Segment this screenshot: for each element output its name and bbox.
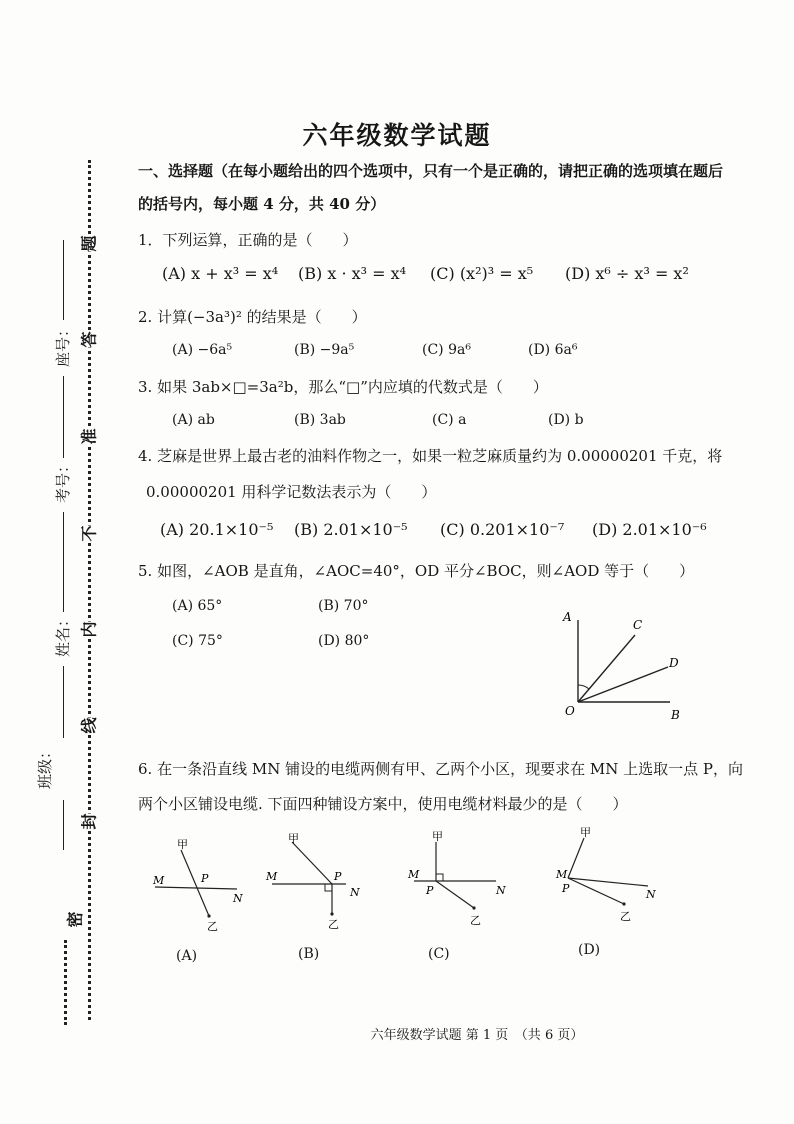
label-a: A: [563, 610, 572, 624]
question-4-stem-line2: 0.00000201 用科学记数法表示为（ ）: [146, 483, 437, 501]
class-blank[interactable]: [63, 666, 64, 738]
margin-char: 准: [77, 428, 100, 444]
figure-label: P: [334, 870, 342, 883]
binding-dotted-line: [88, 160, 91, 1020]
figure-label: 甲: [432, 830, 443, 843]
section-instructions-line1: 一、选择题（在每小题给出的四个选项中，只有一个是正确的，请把正确的选项填在题后: [138, 162, 724, 180]
question-3-option-d[interactable]: (D) b: [548, 412, 584, 428]
label-b: B: [671, 708, 680, 722]
question-1-option-c[interactable]: (C) (x²)³ = x⁵: [430, 264, 534, 283]
figure-label: P: [201, 872, 209, 885]
exam-number-label: 考号：: [54, 457, 73, 504]
question-6-option-b[interactable]: (B): [298, 946, 320, 962]
page-footer: 六年级数学试题 第 1 页 （共 6 页）: [370, 1028, 584, 1043]
question-1-option-a[interactable]: (A) x + x³ = x⁴: [162, 264, 279, 283]
figure-label: P: [426, 884, 434, 897]
question-6-figure-d: [548, 826, 668, 926]
question-2-option-c[interactable]: (C) 9a⁶: [422, 342, 471, 358]
question-4-option-d[interactable]: (D) 2.01×10⁻⁶: [592, 520, 707, 539]
question-3-option-c[interactable]: (C) a: [432, 412, 467, 428]
question-2-option-a[interactable]: (A) −6a⁵: [172, 342, 233, 358]
section-instructions-line2: 的括号内，每小题 4 分，共 40 分）: [138, 195, 386, 213]
figure-label: 乙: [620, 910, 631, 923]
question-3-stem: 3. 如果 3ab×□=3a²b，那么“□”内应填的代数式是（ ）: [138, 378, 548, 396]
figure-label: M: [153, 874, 165, 887]
question-5-stem: 5. 如图，∠AOB 是直角，∠AOC=40°，OD 平分∠BOC，则∠AOD 等于（ ）: [138, 562, 695, 580]
question-2-stem: 2. 计算(−3a³)² 的结果是（ ）: [138, 308, 367, 326]
label-o: O: [565, 704, 575, 718]
margin-char: 密: [63, 911, 86, 927]
figure-label: 乙: [207, 920, 218, 932]
question-6-stem-line1: 6. 在一条沿直线 MN 铺设的电缆两侧有甲、乙两个小区，现要求在 MN 上选取一点 P，向: [138, 760, 743, 778]
class-label: 班级：: [36, 743, 55, 790]
question-6-stem-line2: 两个小区铺设电缆. 下面四种铺设方案中，使用电缆材料最少的是（ ）: [138, 795, 628, 813]
question-4-stem-line1: 4. 芝麻是世界上最古老的油料作物之一，如果一粒芝麻质量约为 0.00000201 千克，将: [138, 447, 723, 465]
figure-label: P: [562, 882, 570, 895]
margin-char: 线: [77, 717, 100, 733]
figure-label: N: [646, 888, 656, 901]
question-6-figure-a: [145, 832, 255, 932]
label-d: D: [669, 656, 679, 670]
figure-label: 甲: [288, 832, 299, 845]
question-6-option-a[interactable]: (A): [176, 948, 198, 964]
seat-number-blank[interactable]: [63, 240, 64, 320]
figure-label: M: [556, 868, 568, 881]
figure-label: M: [266, 870, 278, 883]
question-5-option-d[interactable]: (D) 80°: [318, 633, 370, 649]
seat-number-label: 座号：: [54, 321, 73, 368]
question-5-option-b[interactable]: (B) 70°: [318, 598, 369, 614]
figure-label: N: [496, 884, 506, 897]
question-1-option-b[interactable]: (B) x · x³ = x⁴: [298, 264, 407, 283]
question-6-option-c[interactable]: (C): [428, 946, 450, 962]
figure-label: N: [350, 886, 360, 899]
ray-oc: [578, 635, 635, 702]
ray-od: [578, 667, 668, 702]
question-5-option-c[interactable]: (C) 75°: [172, 633, 223, 649]
question-4-option-b[interactable]: (B) 2.01×10⁻⁵: [294, 520, 408, 539]
figure-label: 乙: [328, 918, 339, 931]
name-label: 姓名：: [54, 611, 73, 658]
exam-number-blank[interactable]: [63, 376, 64, 458]
question-4-option-a[interactable]: (A) 20.1×10⁻⁵: [160, 520, 274, 539]
margin-char: 答: [77, 331, 100, 347]
question-6-figure-b: [258, 832, 368, 932]
question-4-option-c[interactable]: (C) 0.201×10⁻⁷: [440, 520, 565, 539]
figure-label: M: [408, 868, 420, 881]
question-6-option-d[interactable]: (D): [578, 942, 601, 958]
class-blank-lower[interactable]: [63, 800, 64, 850]
margin-char: 封: [77, 813, 100, 829]
angle-arc: [578, 685, 589, 689]
question-1-stem: 1．下列运算，正确的是（ ）: [138, 231, 358, 249]
margin-char: 题: [77, 235, 100, 251]
figure-label: N: [233, 892, 243, 905]
page-title: 六年级数学试题: [302, 121, 492, 150]
question-3-option-a[interactable]: (A) ab: [172, 412, 215, 428]
question-3-option-b[interactable]: (B) 3ab: [294, 412, 346, 428]
question-2-option-b[interactable]: (B) −9a⁵: [294, 342, 355, 358]
margin-char: 内: [77, 621, 100, 637]
question-5-option-a[interactable]: (A) 65°: [172, 598, 223, 614]
binding-dotted-line-lower: [64, 940, 67, 1025]
label-c: C: [633, 618, 643, 632]
name-blank[interactable]: [63, 512, 64, 612]
question-5-angle-figure: [555, 605, 695, 725]
margin-char: 不: [77, 525, 100, 541]
figure-label: 甲: [580, 826, 591, 839]
figure-label: 乙: [470, 914, 481, 927]
question-1-option-d[interactable]: (D) x⁶ ÷ x³ = x²: [565, 264, 689, 283]
question-2-option-d[interactable]: (D) 6a⁶: [528, 342, 578, 358]
question-6-figure-c: [400, 828, 510, 928]
figure-label: 甲: [177, 838, 188, 851]
